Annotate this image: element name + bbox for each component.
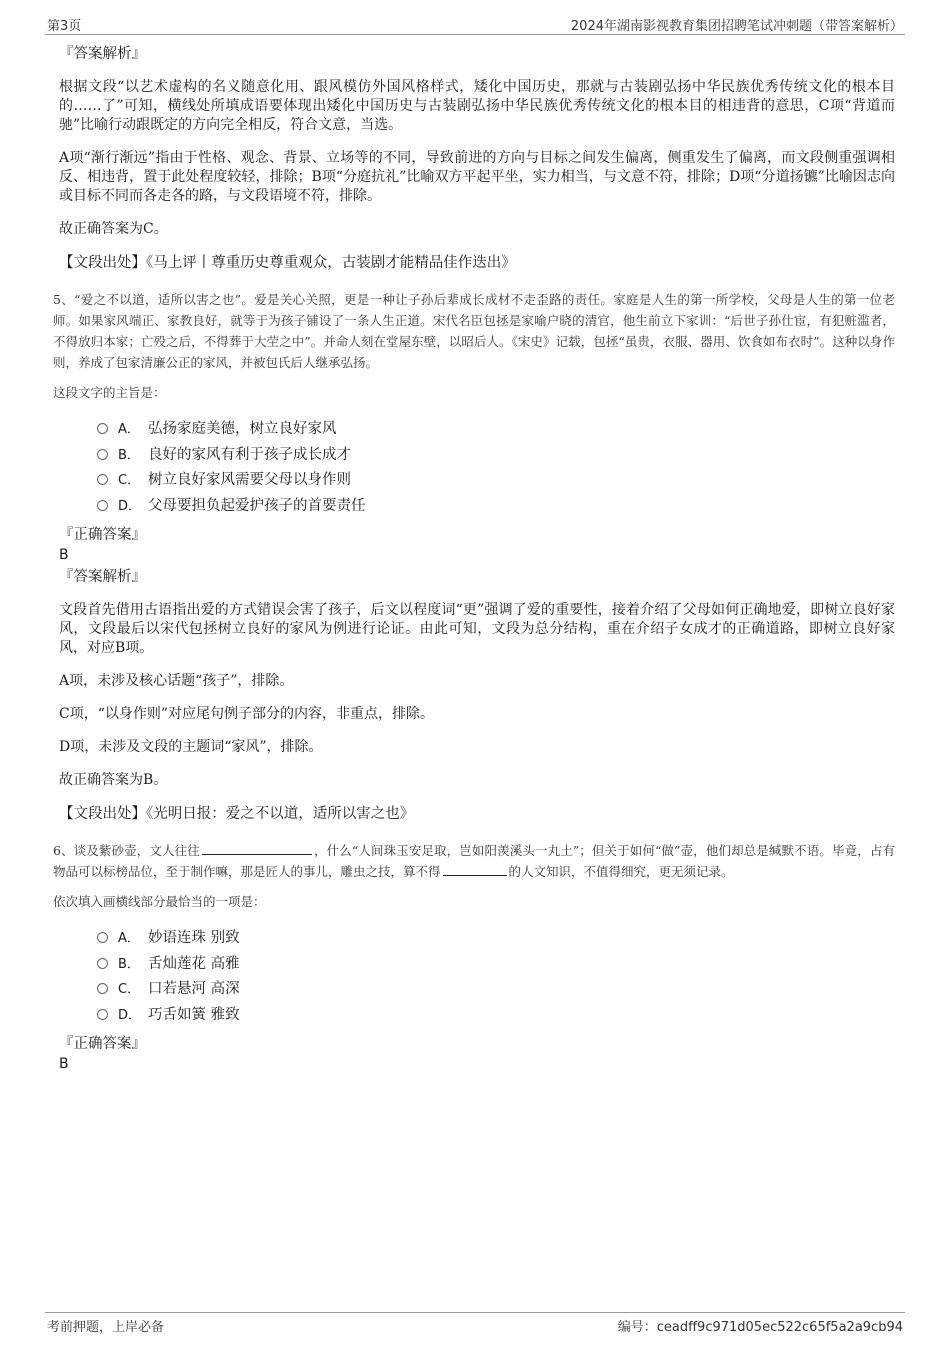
option-d[interactable] — [97, 1003, 895, 1029]
option-a[interactable] — [97, 417, 895, 443]
option-text: 父母要担负起爱护孩子的首要责任 — [148, 497, 366, 514]
option-c[interactable] — [97, 977, 895, 1003]
option-letter: B． — [118, 956, 140, 972]
question-5-stem: 5、“爱之不以道，适所以害之也”。爱是关心关照，更是一种让子孙后辈成长成材不走歪路的责任。家庭是人生的第一所学校，父母是人生的第一位老师。如果家风端正、家教良好，就等于为孩子铺设了一条人生正道。宋代名臣包拯是家喻户晓的清官，他生前立下家训：“后世子孙仕宦，有犯赃滥者，不得放归本家；亡殁之后，不得葬于大茔之中”。并命人刻在堂屋东壁，以昭后人。《宋史》记载，包拯“虽贵，衣服、器用、饮食如布衣时”。这种以身作则，养成了包家清廉公正的家风，并被包氏后人继承弘扬。 — [53, 292, 895, 370]
fill-blank-1 — [202, 842, 312, 855]
passage-source: 【文段出处】《马上评丨尊重历史尊重观众，古装剧才能精品佳作迭出》 — [59, 255, 516, 271]
question-text: 的人文知识，不值得细究，更无须记录。 — [508, 864, 734, 879]
option-letter: D． — [118, 1007, 142, 1023]
analysis-conclusion: 故正确答案为B。 — [59, 772, 168, 788]
analysis-paragraph: 根据文段“以艺术虚构的名义随意化用、跟风模仿外国风格样式，矮化中国历史，那就与古装剧弘扬中华民族优秀传统文化的根本目的……了”可知，横线处所填成语要体现出矮化中国历史与古装剧弘扬中华民族优秀传统文化的根本目的相违背的意思，C项“背道而驰”比喻行动跟既定的方向完全相反，符合文意，当选。 — [59, 79, 895, 133]
radio-button[interactable] — [97, 983, 108, 994]
radio-button[interactable] — [97, 958, 108, 969]
option-letter: A． — [118, 931, 140, 946]
analysis-paragraph: D项，未涉及文段的主题词“家风”，排除。 — [59, 739, 323, 755]
option-c[interactable] — [97, 468, 895, 494]
correct-answer-heading: 『正确答案』 — [59, 527, 146, 543]
question-6-prompt: 依次填入画横线部分最恰当的一项是： — [53, 894, 266, 909]
analysis-paragraph: 文段首先借用古语指出爱的方式错误会害了孩子，后文以程度词“更”强调了爱的重要性，接着介绍了父母如何正确地爱，即树立良好家风，文段最后以宋代包拯树立良好的家风为例进行论证。由此可知，文段为总分结构，重在介绍子女成才的正确道路，即树立良好家风，对应B项。 — [59, 602, 895, 656]
document-code: 编号：ceadff9c971d05ec522c65f5a2a9cb94 — [617, 1320, 903, 1335]
option-a[interactable] — [97, 926, 895, 952]
fill-blank-2 — [443, 863, 507, 876]
question-6-options — [97, 926, 895, 1028]
document-title: 2024年湖南影视教育集团招聘笔试冲刺题（带答案解析） — [570, 19, 903, 34]
footer-slogan: 考前押题，上岸必备 — [47, 1320, 165, 1335]
page-header — [45, 14, 905, 35]
analysis-heading: 『答案解析』 — [59, 46, 146, 62]
radio-button[interactable] — [97, 932, 108, 943]
radio-button[interactable] — [97, 449, 108, 460]
option-letter: A． — [118, 422, 140, 437]
option-text: 巧舌如簧 雅致 — [148, 1006, 240, 1023]
page-content — [53, 44, 895, 1076]
correct-answer: B — [59, 547, 69, 563]
option-b[interactable] — [97, 443, 895, 469]
option-text: 舌灿莲花 高雅 — [148, 955, 240, 972]
question-6-stem — [53, 840, 895, 882]
radio-button[interactable] — [97, 423, 108, 434]
option-letter: C． — [118, 982, 141, 997]
option-text: 妙语连珠 别致 — [148, 930, 240, 946]
radio-button[interactable] — [97, 474, 108, 485]
option-text: 口若悬河 高深 — [148, 981, 240, 997]
analysis-paragraph: A项“渐行渐远”指由于性格、观念、背景、立场等的不同，导致前进的方向与目标之间发生偏离，侧重发生了偏离，而文段侧重强调相反、相违背，置于此处程度较轻，排除；B项“分庭抗礼”比喻双方平起平坐，实力相当，与文意不符，排除；D项“分道扬镳”比喻因志向或目标不同而各走各的路，与文段语境不符，排除。 — [59, 150, 895, 204]
question-5-prompt: 这段文字的主旨是： — [53, 385, 166, 400]
analysis-heading: 『答案解析』 — [59, 569, 146, 585]
correct-answer-heading: 『正确答案』 — [59, 1036, 146, 1052]
option-text: 弘扬家庭美德，树立良好家风 — [148, 421, 337, 437]
option-text: 树立良好家风需要父母以身作则 — [148, 472, 351, 488]
option-b[interactable] — [97, 952, 895, 978]
option-d[interactable] — [97, 494, 895, 520]
question-text: 6、谈及紫砂壶，文人往往 — [53, 843, 200, 858]
radio-button[interactable] — [97, 500, 108, 511]
page-number: 第3页 — [47, 19, 82, 34]
analysis-conclusion: 故正确答案为C。 — [59, 221, 168, 237]
analysis-paragraph: A项，未涉及核心话题“孩子”，排除。 — [59, 673, 294, 689]
question-5-options — [97, 417, 895, 519]
page-footer — [45, 1312, 905, 1335]
option-text: 良好的家风有利于孩子成长成才 — [148, 446, 351, 463]
option-letter: C． — [118, 473, 141, 488]
radio-button[interactable] — [97, 1009, 108, 1020]
question-text: ，什么“人间珠玉安足取，岂如阳羡溪头一丸土”；但关于如何“做”壶，他们却总是缄默不语。毕竟，占有物品可以标榜品位，至于制作嘛，那是匠人的事儿，雕虫之技，算不得 — [53, 843, 895, 879]
correct-answer: B — [59, 1056, 69, 1072]
option-letter: D． — [118, 498, 142, 514]
passage-source: 【文段出处】《光明日报：爱之不以道，适所以害之也》 — [59, 806, 415, 822]
analysis-paragraph: C项，“以身作则”对应尾句例子部分的内容，非重点，排除。 — [59, 706, 435, 722]
option-letter: B． — [118, 447, 140, 463]
